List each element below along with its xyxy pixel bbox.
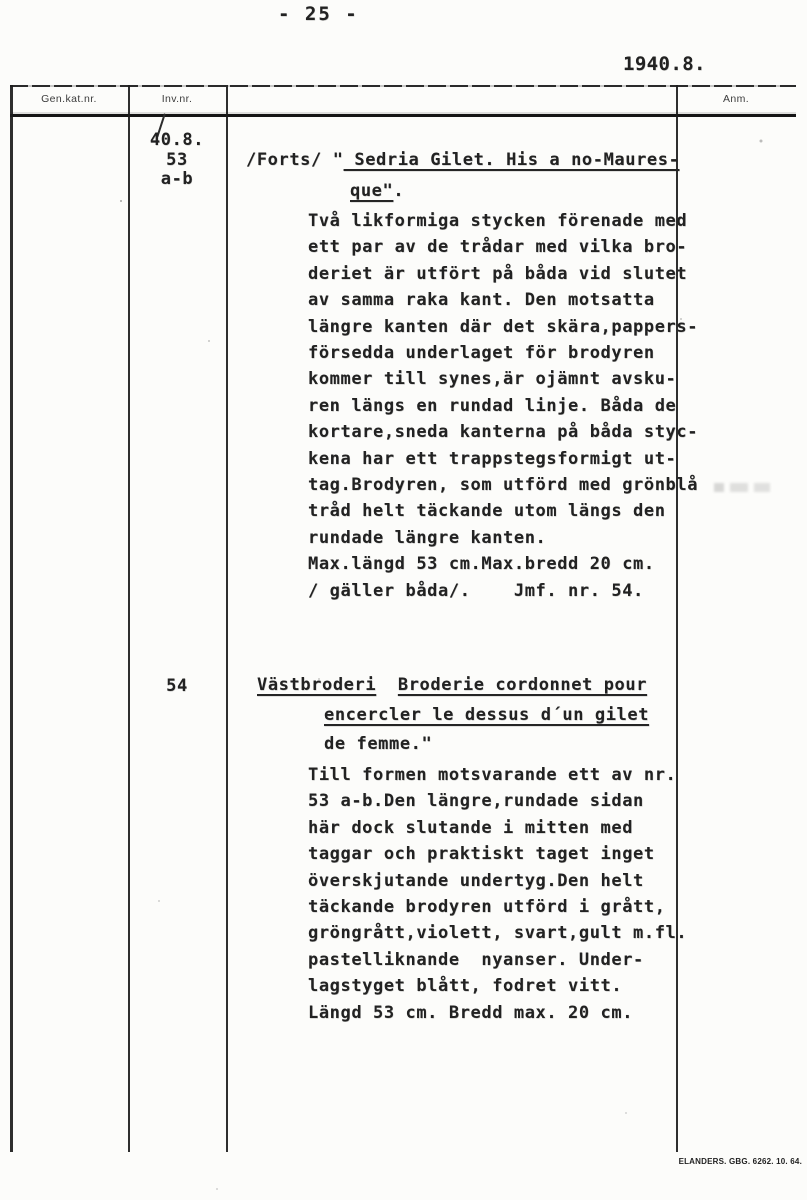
- date-reference: 1940.8.: [623, 53, 706, 75]
- entry-1-inventory-number: [128, 131, 226, 190]
- text-line: Max.längd 53 cm.Max.bredd 20 cm.: [308, 554, 655, 575]
- entry-2-inventory-number: [128, 677, 226, 697]
- text-line: tag.Brodyren, som utförd med grönblå: [308, 475, 699, 496]
- text-line: rundade längre kanten.: [308, 527, 547, 548]
- column-divider-2: [226, 85, 228, 1152]
- text-line: Två likformiga stycken förenade med: [308, 211, 688, 231]
- text-line: ren längs en rundad linje. Båda de: [308, 395, 677, 416]
- table-border-left: [10, 85, 13, 1152]
- text-line: längre kanten där det skära,pappers-: [308, 316, 699, 337]
- text-line: 53: [166, 149, 188, 170]
- column-divider-1: [128, 85, 130, 1152]
- scan-smudge: [714, 483, 770, 492]
- printer-imprint: ELANDERS. GBG. 6262. 10. 64.: [678, 1157, 802, 1166]
- text-line: / gäller båda/. Jmf. nr. 54.: [308, 580, 644, 601]
- column-header-inv-nr: Inv.nr.: [161, 93, 193, 105]
- text-line: kommer till synes,är ojämnt avsku-: [308, 369, 677, 390]
- text-line: tråd helt täckande utom längs den: [308, 501, 666, 522]
- column-header-gen-kat-nr: Gen.kat.nr.: [41, 93, 97, 105]
- text-line: överskjutande undertyg.Den helt: [308, 870, 644, 891]
- entry-2-category-label: Västbroderi: [257, 675, 377, 695]
- text-line: 40.8.: [149, 130, 205, 150]
- text-line: a-b: [160, 169, 194, 189]
- text-line: kena har ett trappstegsformigt ut-: [308, 448, 677, 469]
- text-line: av samma raka kant. Den motsatta: [308, 290, 655, 311]
- text-line: här dock slutande i mitten med: [308, 817, 634, 838]
- text-line: Längd 53 cm. Bredd max. 20 cm.: [308, 1002, 634, 1023]
- text-line: 53 a-b.Den längre,rundade sidan: [308, 791, 644, 812]
- open-quote: ": [332, 150, 344, 170]
- text-line: deriet är utfört på båda vid slutet: [308, 263, 688, 284]
- text-line: pastelliknande nyanser. Under-: [308, 949, 644, 970]
- page-number: - 25 -: [278, 3, 359, 25]
- column-header-anm: Anm.: [722, 93, 750, 105]
- text-line: gröngrått,violett, svart,gult m.fl.: [308, 923, 688, 944]
- text-line: taggar och praktiskt taget inget: [308, 844, 655, 865]
- entry-1-title-line-2: que".: [350, 181, 405, 201]
- entry-2-title-line-3: de femme.": [324, 734, 433, 754]
- text-line: Till formen motsvarande ett av nr.: [308, 765, 677, 785]
- entry-2-title-line-2: encercler le dessus d´un gilet: [324, 705, 650, 725]
- text-line: 54: [166, 676, 188, 696]
- continuation-label: /Forts/: [246, 150, 322, 170]
- text-line: ett par av de trådar med vilka bro-: [308, 237, 688, 258]
- text-line: försedda underlaget för brodyren: [308, 343, 655, 364]
- entry-2-description: [308, 762, 687, 1026]
- paper-noise: [120, 200, 122, 202]
- entry-1-description: [308, 208, 698, 604]
- text-line: täckande brodyren utförd i grått,: [308, 897, 666, 918]
- text-line: lagstyget blått, fodret vitt.: [308, 976, 623, 997]
- entry-2-title-line-1: Västbroderi Broderie cordonnet pour: [257, 675, 648, 695]
- entry-1-title-underlined: Sedria Gilet. His a no-Maures-: [343, 150, 680, 170]
- entry-1-title-line-1: [246, 150, 679, 170]
- text-line: kortare,sneda kanterna på båda styc-: [308, 422, 699, 443]
